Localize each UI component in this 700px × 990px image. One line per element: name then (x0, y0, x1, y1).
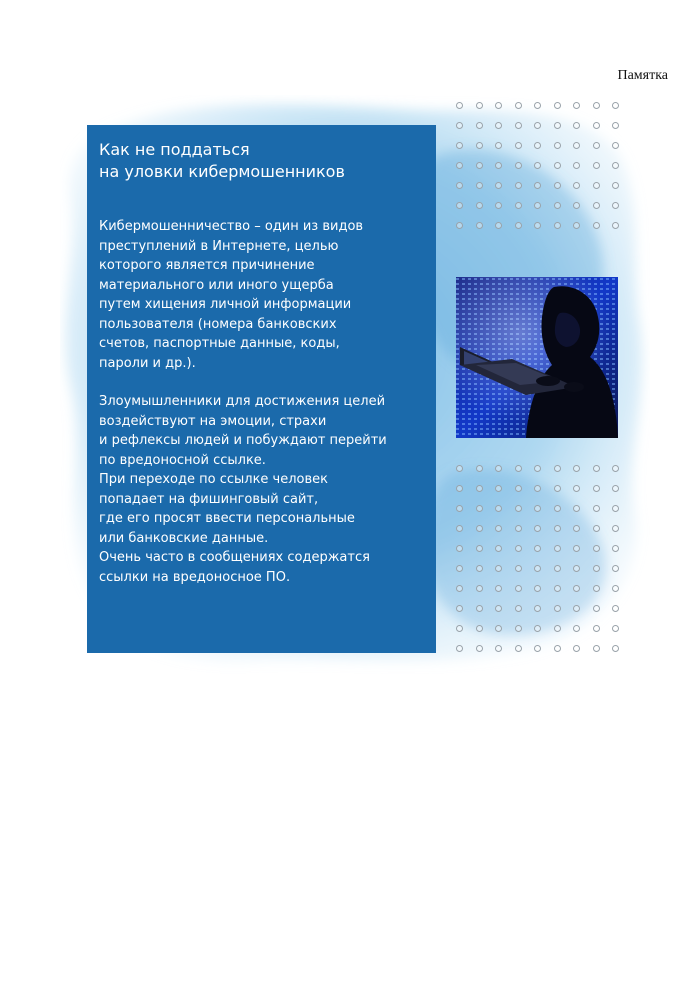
dot (593, 202, 600, 209)
dot (495, 122, 502, 129)
text-line: воздействуют на эмоции, страхи (99, 413, 327, 429)
text-line: пароли и др.). (99, 355, 196, 371)
dot (495, 102, 502, 109)
dot (476, 122, 483, 129)
dot (612, 465, 619, 472)
hacker-laptop-photo (456, 277, 618, 438)
dot (456, 645, 463, 652)
paragraph-definition (99, 217, 424, 373)
dot (612, 222, 619, 229)
text-line: попадает на фишинговый сайт, (99, 491, 319, 507)
dot (515, 202, 522, 209)
dot (593, 102, 600, 109)
dot (456, 162, 463, 169)
dot (456, 625, 463, 632)
text-line: пользователя (номера банковских (99, 316, 337, 332)
dot (456, 485, 463, 492)
dot (573, 545, 580, 552)
dot (495, 182, 502, 189)
dot (515, 585, 522, 592)
dot (476, 162, 483, 169)
dot (593, 142, 600, 149)
dot (534, 625, 541, 632)
dot (554, 485, 561, 492)
title-line: Как не поддаться (99, 140, 250, 159)
dot (593, 122, 600, 129)
dot (456, 142, 463, 149)
dot (593, 545, 600, 552)
dot (534, 222, 541, 229)
dot (476, 645, 483, 652)
dot (456, 182, 463, 189)
dot (476, 605, 483, 612)
dot (456, 505, 463, 512)
dot (593, 525, 600, 532)
dot (534, 162, 541, 169)
dot (495, 162, 502, 169)
dot (573, 485, 580, 492)
dot (476, 465, 483, 472)
dot (476, 202, 483, 209)
dot (515, 565, 522, 572)
text-line: Кибермошенничество – один из видов (99, 219, 364, 234)
dot (593, 645, 600, 652)
dot (495, 605, 502, 612)
dot (456, 545, 463, 552)
dot (554, 625, 561, 632)
dot (573, 585, 580, 592)
dot (573, 182, 580, 189)
dot (612, 525, 619, 532)
text-line: Очень часто в сообщениях содержатся (99, 550, 370, 565)
dot (515, 162, 522, 169)
dot (476, 182, 483, 189)
dot (476, 485, 483, 492)
dot (476, 505, 483, 512)
panel-title (99, 139, 424, 183)
dot (573, 525, 580, 532)
dot (612, 565, 619, 572)
dot (612, 545, 619, 552)
dot (534, 142, 541, 149)
dot (515, 505, 522, 512)
dot (495, 505, 502, 512)
dot (534, 645, 541, 652)
dot (495, 645, 502, 652)
dot (612, 485, 619, 492)
dot (515, 182, 522, 189)
dot (495, 625, 502, 632)
dot (476, 142, 483, 149)
dot (495, 545, 502, 552)
dot (554, 605, 561, 612)
dot (495, 202, 502, 209)
dot (554, 585, 561, 592)
dot (495, 525, 502, 532)
dot (554, 202, 561, 209)
dot (476, 545, 483, 552)
dot (554, 102, 561, 109)
dot (573, 222, 580, 229)
dot (573, 162, 580, 169)
dot (495, 585, 502, 592)
dot (573, 505, 580, 512)
dot (476, 525, 483, 532)
document-label: Памятка (617, 68, 668, 83)
dot (554, 645, 561, 652)
dot (612, 625, 619, 632)
text-line: Злоумышленники для достижения целей (99, 394, 386, 409)
dot (456, 525, 463, 532)
dot (593, 505, 600, 512)
dot (456, 585, 463, 592)
text-line: путем хищения личной информации (99, 297, 352, 312)
text-line: ссылки на вредоносное ПО. (99, 569, 291, 585)
text-line: и рефлексы людей и побуждают перейти (99, 433, 387, 448)
dot (534, 485, 541, 492)
dot (554, 545, 561, 552)
dot (612, 505, 619, 512)
text-line: которого является причинение (99, 258, 315, 273)
dot (515, 142, 522, 149)
dot (593, 565, 600, 572)
dot (593, 162, 600, 169)
dot (456, 222, 463, 229)
dot (593, 625, 600, 632)
dot (456, 202, 463, 209)
dot (612, 202, 619, 209)
dot (612, 585, 619, 592)
dot (515, 545, 522, 552)
text-line: материального или иного ущерба (99, 277, 334, 293)
dot (554, 465, 561, 472)
dot (573, 142, 580, 149)
dot (515, 625, 522, 632)
dot (573, 625, 580, 632)
dot (573, 645, 580, 652)
dot (476, 102, 483, 109)
dot (573, 202, 580, 209)
text-line: или банковские данные. (99, 530, 269, 546)
dot (534, 585, 541, 592)
text-line: счетов, паспортные данные, коды, (99, 336, 340, 351)
dot (573, 102, 580, 109)
dot (534, 122, 541, 129)
text-line: преступлений в Интернете, целью (99, 238, 339, 254)
dot (554, 222, 561, 229)
dot (573, 605, 580, 612)
dot (456, 122, 463, 129)
dot (593, 222, 600, 229)
dot (612, 142, 619, 149)
dot (612, 102, 619, 109)
dot (476, 565, 483, 572)
dot (534, 605, 541, 612)
dot (456, 465, 463, 472)
dot (456, 605, 463, 612)
dot (456, 565, 463, 572)
text-line: по вредоносной ссылке. (99, 452, 266, 468)
dot (515, 122, 522, 129)
dot (495, 485, 502, 492)
dot (573, 122, 580, 129)
dot (612, 645, 619, 652)
text-line: При переходе по ссылке человек (99, 472, 329, 487)
dot (534, 202, 541, 209)
dot-pattern-top (456, 102, 621, 247)
dot (554, 525, 561, 532)
paragraph-gap (99, 373, 424, 392)
dot (534, 465, 541, 472)
dot (476, 585, 483, 592)
dot (612, 122, 619, 129)
dot (495, 222, 502, 229)
dot (612, 182, 619, 189)
dot (495, 465, 502, 472)
dot (593, 485, 600, 492)
dot (573, 565, 580, 572)
dot (534, 182, 541, 189)
dot (476, 222, 483, 229)
title-line: на уловки кибермошенников (99, 162, 345, 181)
dot (554, 182, 561, 189)
dot (573, 465, 580, 472)
dot (593, 605, 600, 612)
paragraph-tactics (99, 392, 424, 587)
dot (515, 605, 522, 612)
dot (554, 122, 561, 129)
dot (534, 565, 541, 572)
dot (534, 102, 541, 109)
dot (593, 465, 600, 472)
dot (515, 222, 522, 229)
dot (476, 625, 483, 632)
text-line: где его просят ввести персональные (99, 511, 355, 526)
dot (515, 645, 522, 652)
dot (554, 162, 561, 169)
dot (593, 585, 600, 592)
dot (554, 142, 561, 149)
dot-pattern-bottom (456, 465, 621, 650)
info-panel (87, 125, 436, 653)
dot (515, 465, 522, 472)
dot (534, 545, 541, 552)
dot (593, 182, 600, 189)
dot (456, 102, 463, 109)
dot (554, 505, 561, 512)
dot (612, 162, 619, 169)
dot (515, 102, 522, 109)
dot (495, 142, 502, 149)
dot (515, 485, 522, 492)
dot (612, 605, 619, 612)
dot (554, 565, 561, 572)
dot (515, 525, 522, 532)
dot (534, 505, 541, 512)
dot (495, 565, 502, 572)
dot (534, 525, 541, 532)
